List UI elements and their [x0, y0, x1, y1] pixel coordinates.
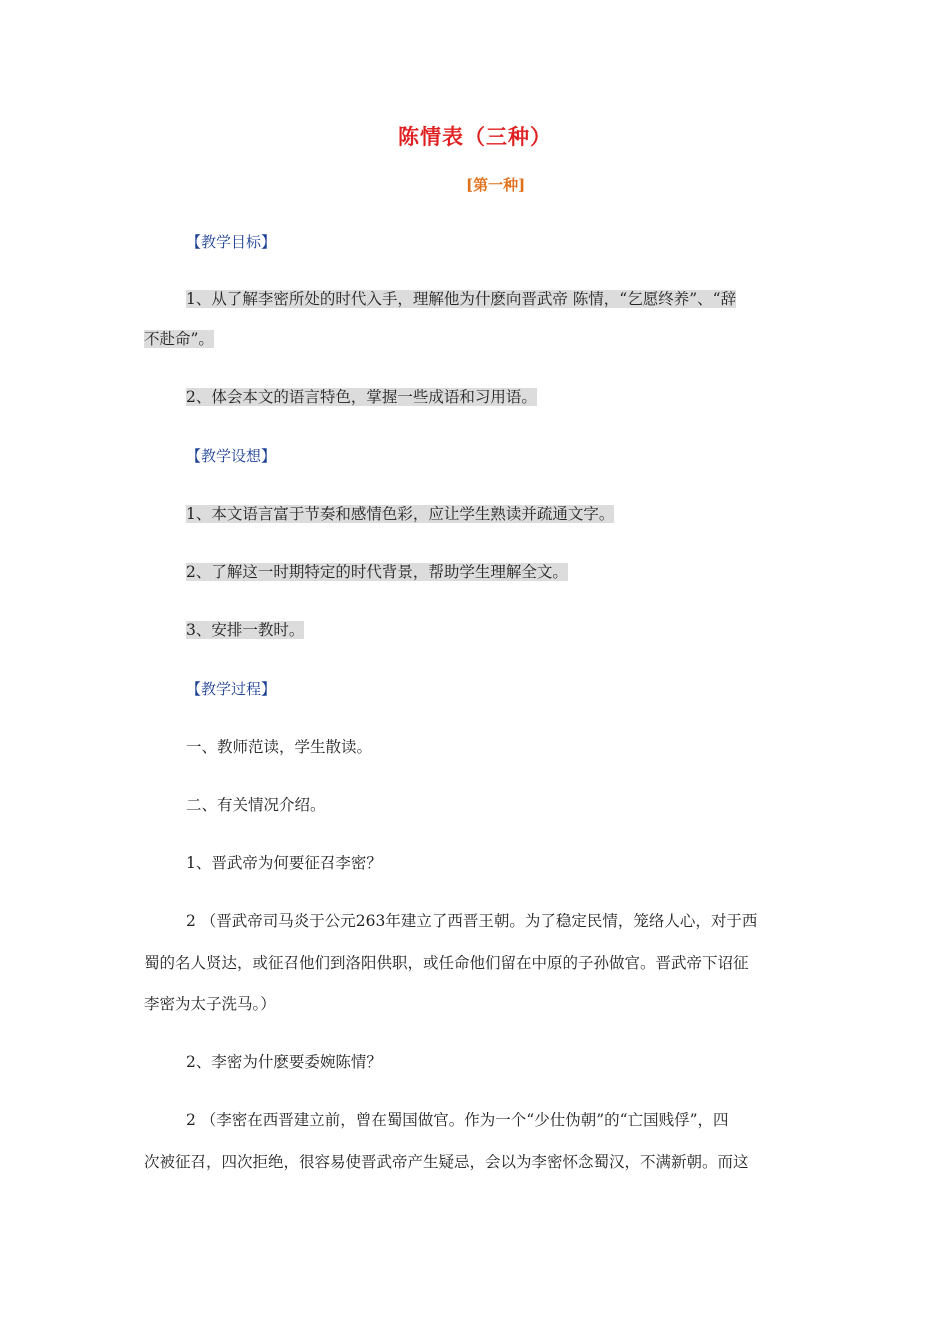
process-step-1: 一、教师范读，学生散读。	[186, 738, 373, 756]
answer-1-line-3: 李密为太子洗马。）	[144, 995, 276, 1013]
answer-1-line-1: 2 （晋武帝司马炎于公元263年建立了西晋王朝。为了稳定民情，笼络人心，对于西	[186, 912, 758, 930]
answer-2-line-2: 次被征召，四次拒绝，很容易使晋武帝产生疑忌，会以为李密怀念蜀汉，不满新朝。而这	[144, 1153, 749, 1171]
section-label: [第一种]	[466, 176, 526, 194]
idea-item-1: 1、本文语言富于节奏和感情色彩，应让学生熟读并疏通文字。	[186, 505, 615, 523]
goal-item-2: 2、体会本文的语言特色，掌握一些成语和习用语。	[186, 388, 537, 406]
answer-1-line-2: 蜀的名人贤达，或征召他们到洛阳供职，或任命他们留在中原的子孙做官。晋武帝下诏征	[144, 954, 749, 972]
idea-item-3: 3、安排一教时。	[186, 621, 305, 639]
question-2: 2、李密为什麽要委婉陈情？	[186, 1053, 382, 1071]
question-1: 1、晋武帝为何要征召李密？	[186, 854, 382, 872]
goal-item-1-line-1: 1、从了解李密所处的时代入手，理解他为什麽向晋武帝 陈情，“乞愿终养”、“辞	[186, 290, 737, 308]
heading-teaching-ideas: 【教学设想】	[186, 447, 277, 465]
document-title: 陈情表（三种）	[398, 124, 552, 149]
heading-teaching-goals: 【教学目标】	[186, 233, 277, 251]
goal-item-1-line-2: 不赴命”。	[144, 330, 214, 348]
idea-item-2: 2、了解这一时期特定的时代背景，帮助学生理解全文。	[186, 563, 568, 581]
heading-teaching-process: 【教学过程】	[186, 680, 277, 698]
process-step-2: 二、有关情况介绍。	[186, 796, 326, 814]
answer-2-line-1: 2 （李密在西晋建立前，曾在蜀国做官。作为一个“少仕伪朝”的“亡国贱俘”，四	[186, 1111, 729, 1129]
